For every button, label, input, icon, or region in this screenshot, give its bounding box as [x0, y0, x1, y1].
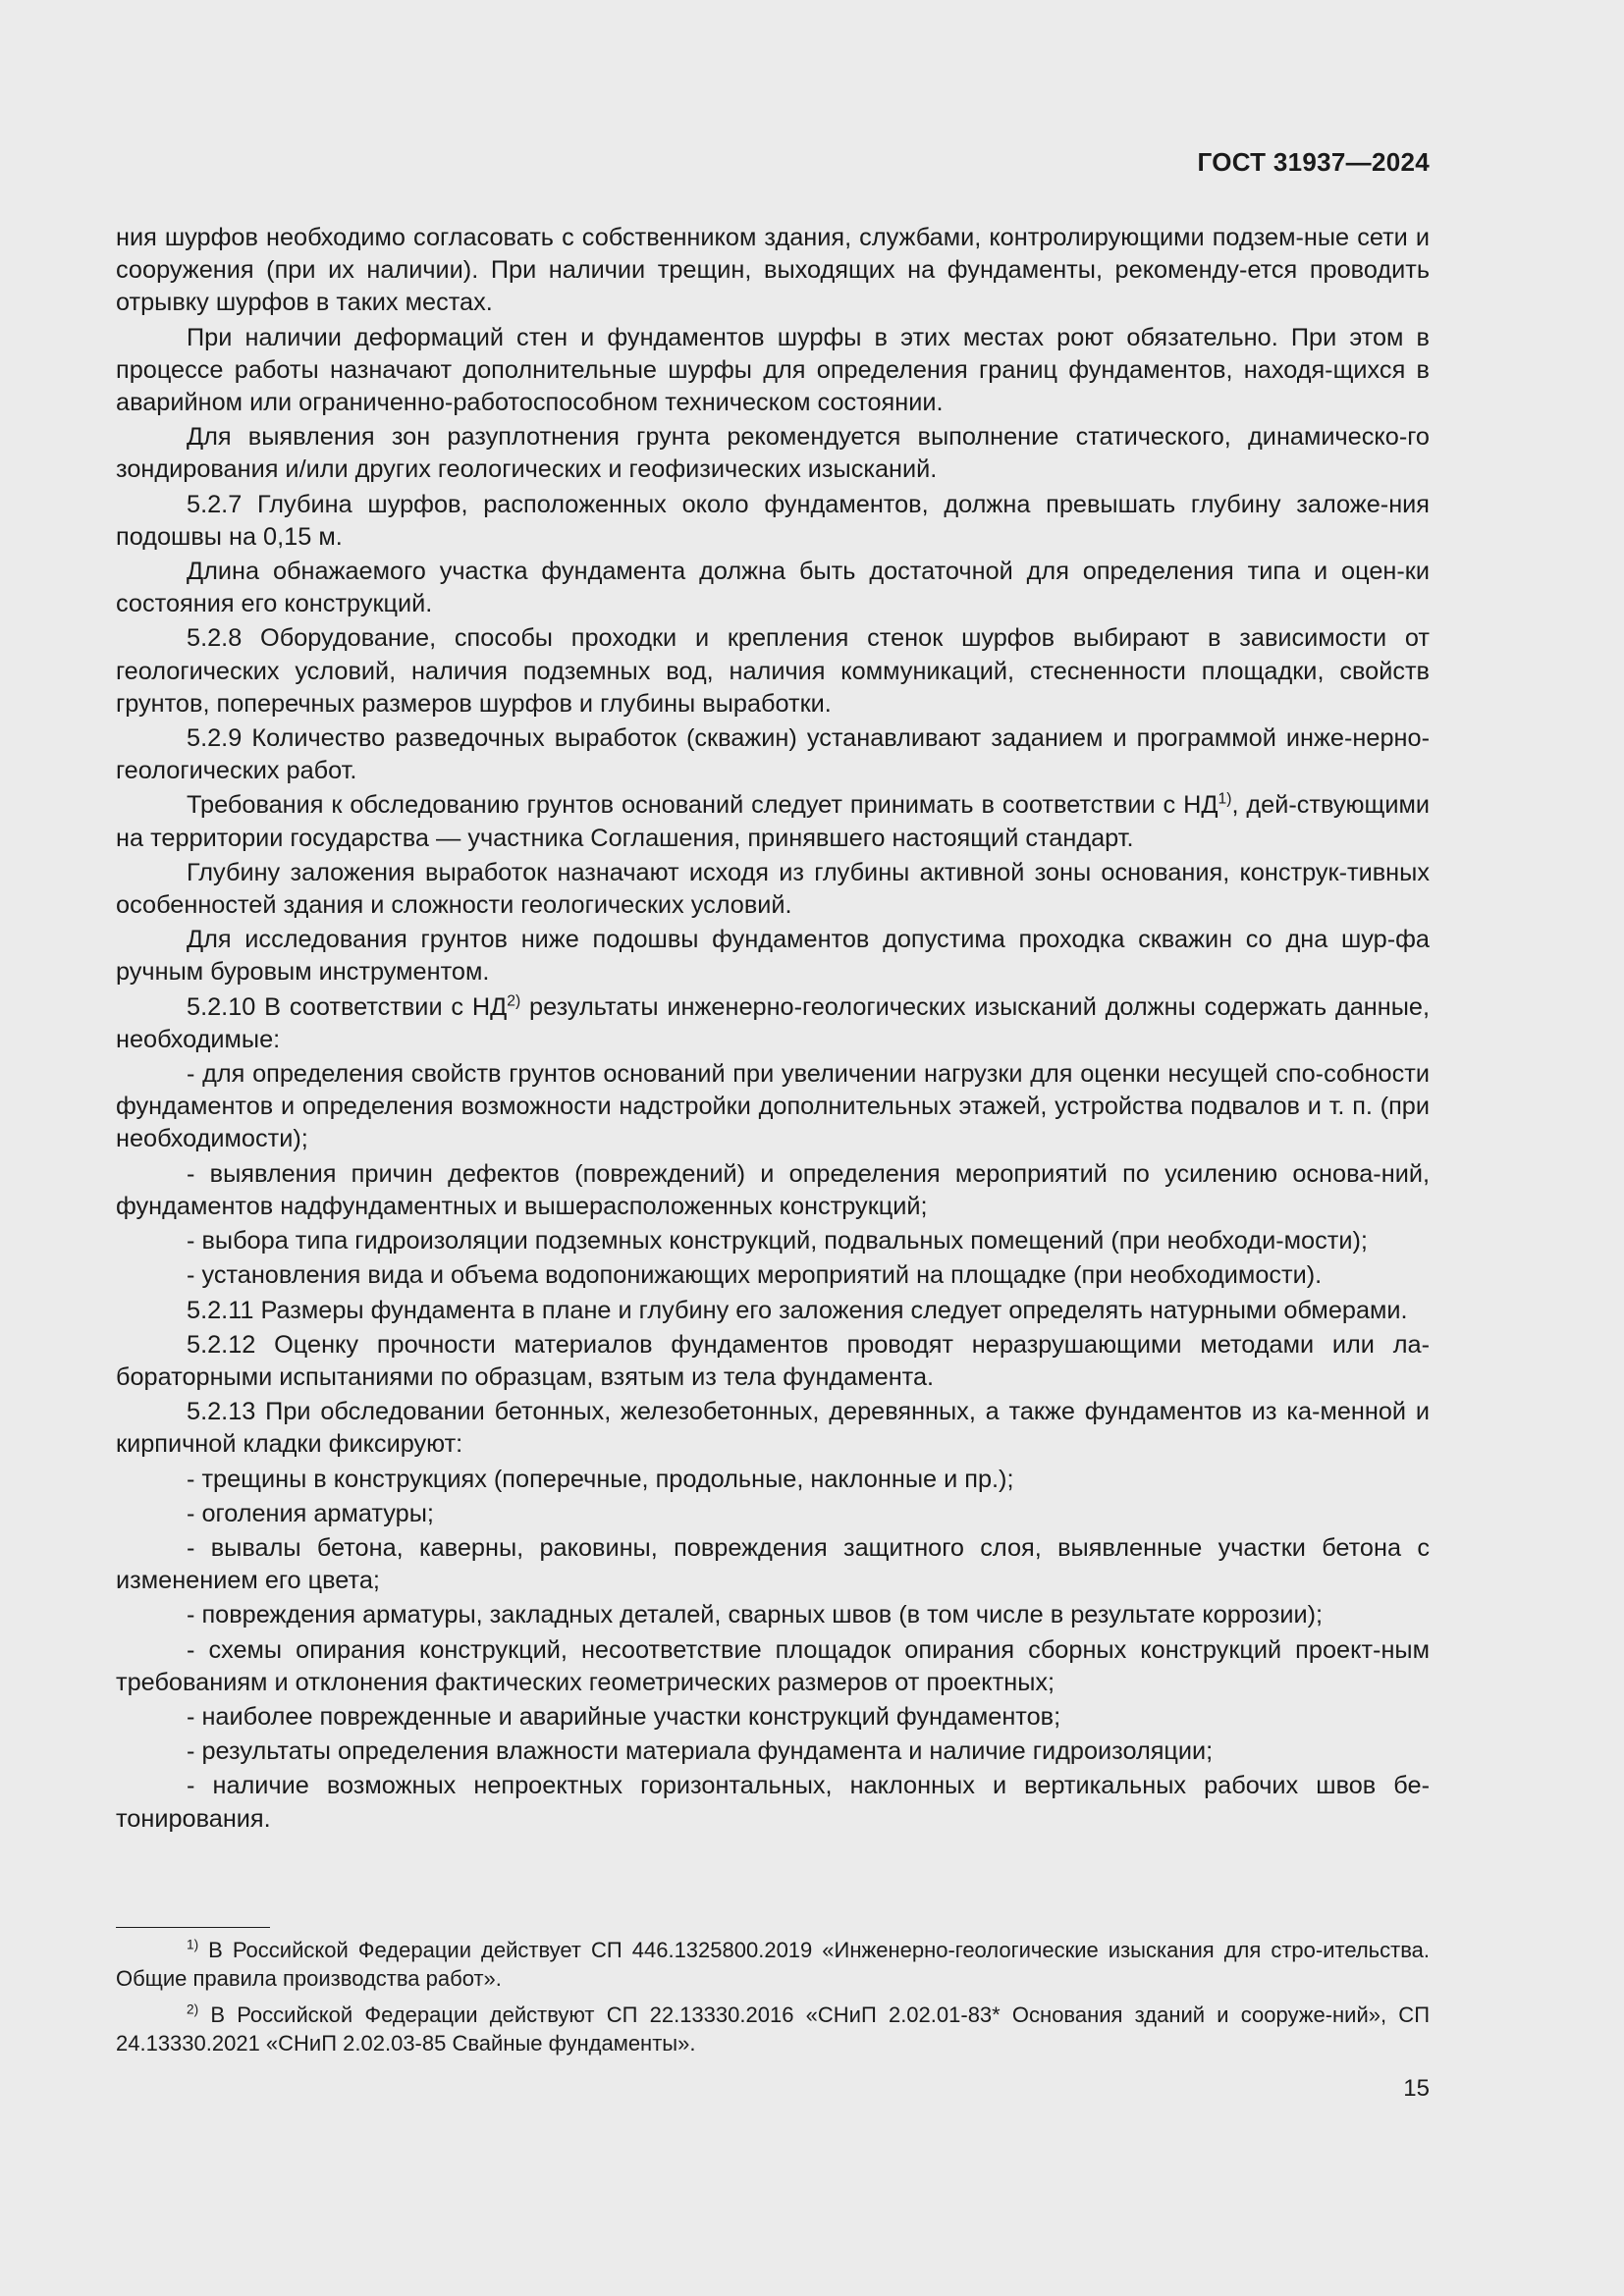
- list-item: - для определения свойств грунтов оснований при увеличении нагрузки для оценки несущей спо-собности фундаментов и определения возможности надстройки дополнительных этажей, устройства подвалов и т. п. (при необходимости);: [116, 1060, 1430, 1153]
- footnote-1: [116, 1936, 1430, 1993]
- clause-5-2-12: 5.2.12 Оценку прочности материалов фундаментов проводят неразрушающими методами или ла-бораторными испытаниями по образцам, взятым из тела фундамента.: [116, 1330, 1430, 1391]
- list-item: - наличие возможных непроектных горизонтальных, наклонных и вертикальных рабочих швов бе-тонирования.: [116, 1772, 1430, 1833]
- paragraph-text: результаты инженерно-геологических изысканий должны содержать данные, необходимые:: [116, 992, 1430, 1053]
- list-item: - установления вида и объема водопонижающих мероприятий на площадке (при необходимости).: [187, 1261, 1323, 1290]
- footnote-ref: 2): [507, 992, 521, 1010]
- paragraph: Для выявления зон разуплотнения грунта рекомендуется выполнение статического, динамическо-го зондирования и/или других геологических и геофизических изысканий.: [116, 423, 1430, 484]
- paragraph-with-footnote-ref: [116, 789, 1430, 854]
- document-standard-id: ГОСТ 31937—2024: [1197, 147, 1430, 177]
- footnote-ref: 1): [1218, 791, 1232, 809]
- footnote-2: [116, 2001, 1430, 2057]
- footnote-mark: 2): [187, 2002, 199, 2017]
- list-item: - наиболее поврежденные и аварийные участки конструкций фундаментов;: [187, 1702, 1061, 1731]
- paragraph: Для исследования грунтов ниже подошвы фундаментов допустима проходка скважин со дна шур-фа ручным буровым инструментом.: [116, 926, 1430, 987]
- list-item: - выявления причин дефектов (повреждений) и определения мероприятий по усилению основа-ний, фундаментов надфундаментных и вышерасположенных конструкций;: [116, 1159, 1430, 1220]
- clause-5-2-9: 5.2.9 Количество разведочных выработок (скважин) устанавливают заданием и программой инже-нерно-геологических работ.: [116, 724, 1430, 785]
- list-item: - схемы опирания конструкций, несоответствие площадок опирания сборных конструкций проект-ным требованиям и отклонения фактических геометрических размеров от проектных;: [116, 1635, 1430, 1696]
- clause-5-2-13: 5.2.13 При обследовании бетонных, железобетонных, деревянных, а также фундаментов из ка-менной и кирпичной кладки фиксируют:: [116, 1398, 1430, 1459]
- paragraph-text: , дей-ствующими на территории государства — участника Соглашения, принявшего настоящий стандарт.: [116, 791, 1430, 852]
- clause-5-2-11: 5.2.11 Размеры фундамента в плане и глубину его заложения следует определять натурными обмерами.: [187, 1296, 1408, 1324]
- footnote-text: В Российской Федерации действуют СП 22.13330.2016 «СНиП 2.02.01-83* Основания зданий и сооруже-ний», СП 24.13330.2021 «СНиП 2.02.03-85 Свайные фундаменты».: [116, 2002, 1430, 2056]
- clause-5-2-10: [116, 991, 1430, 1056]
- paragraph: При наличии деформаций стен и фундаментов шурфы в этих местах роют обязательно. При этом в процессе работы назначают дополнительные шурфы для определения границ фундаментов, находя-щихся в аварийном или ограниченно-работоспособном техническом состоянии.: [116, 323, 1430, 417]
- paragraph-text: 5.2.10 В соответствии с НД: [187, 992, 508, 1021]
- list-item: - результаты определения влажности материала фундамента и наличие гидроизоляции;: [187, 1737, 1214, 1766]
- paragraph: ния шурфов необходимо согласовать с собственником здания, службами, контролирующими подзем-ные сети и сооружения (при их наличии). При наличии трещин, выходящих на фундаменты, рекоменду-ется проводить отрывку шурфов в таких местах.: [116, 224, 1430, 317]
- footnote-mark: 1): [187, 1937, 199, 1952]
- page-number: 15: [1403, 2075, 1430, 2102]
- footnotes: [116, 1936, 1430, 2065]
- paragraph: Глубину заложения выработок назначают исходя из глубины активной зоны основания, конструк-тивных особенностей здания и сложности геологических условий.: [116, 858, 1430, 920]
- clause-5-2-7: 5.2.7 Глубина шурфов, расположенных около фундаментов, должна превышать глубину заложе-ния подошвы на 0,15 м.: [116, 490, 1430, 551]
- paragraph-text: Требования к обследованию грунтов оснований следует принимать в соответствии с НД: [187, 791, 1218, 820]
- paragraph: Длина обнажаемого участка фундамента должна быть достаточной для определения типа и оцен-ки состояния его конструкций.: [116, 558, 1430, 618]
- list-item: - трещины в конструкциях (поперечные, продольные, наклонные и пр.);: [187, 1465, 1014, 1493]
- footnote-divider: [116, 1927, 270, 1928]
- footnote-text: В Российской Федерации действует СП 446.1325800.2019 «Инженерно-геологические изыскания для стро-ительства. Общие правила производства работ».: [116, 1938, 1430, 1991]
- clause-5-2-8: 5.2.8 Оборудование, способы проходки и крепления стенок шурфов выбирают в зависимости от геологических условий, наличия подземных вод, наличия коммуникаций, стесненности площадки, свойств грунтов, поперечных размеров шурфов и глубины выработки.: [116, 624, 1430, 718]
- list-item: - оголения арматуры;: [187, 1499, 434, 1527]
- list-item: - выбора типа гидроизоляции подземных конструкций, подвальных помещений (при необходи-мости);: [187, 1227, 1368, 1255]
- list-item: - вывалы бетона, каверны, раковины, повреждения защитного слоя, выявленные участки бетона с изменением его цвета;: [116, 1533, 1430, 1595]
- body-text: [116, 222, 1430, 1836]
- list-item: - повреждения арматуры, закладных деталей, сварных швов (в том числе в результате коррозии);: [187, 1601, 1324, 1629]
